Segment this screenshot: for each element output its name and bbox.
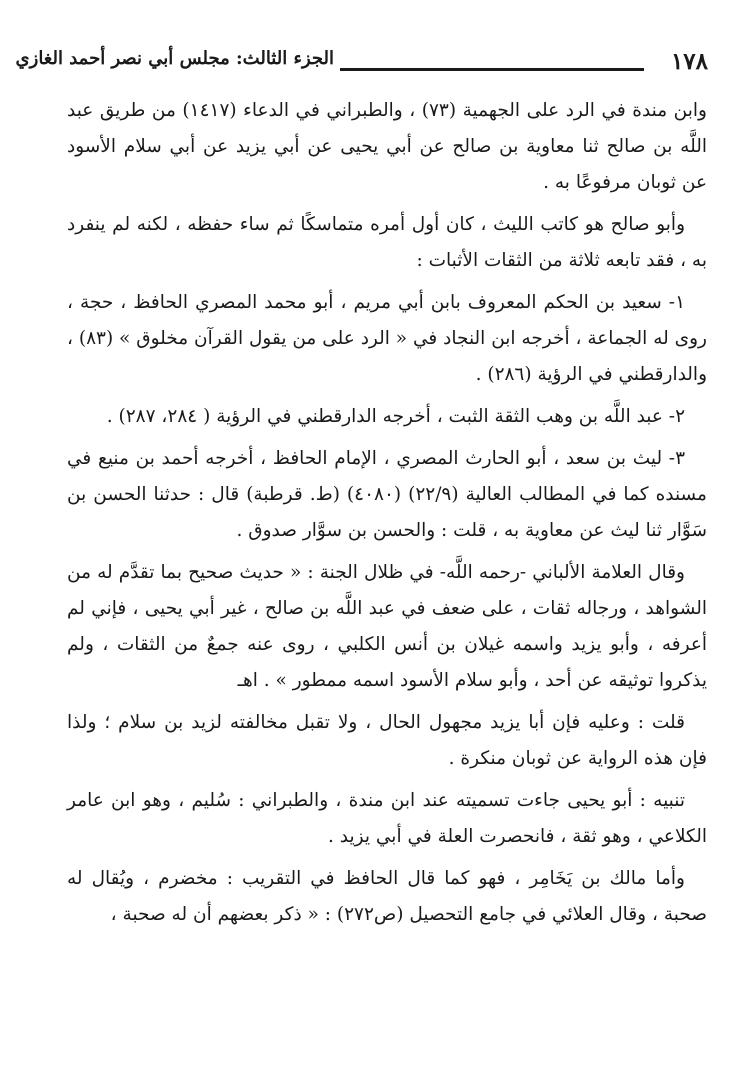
- header-rule: [340, 68, 644, 71]
- paragraph: وأما مالك بن يَخَامِر ، فهو كما قال الحافظ في التقريب : مخضرم ، ويُقال له صحبة ، وقال العلائي في جامع التحصيل (ص٢٧٢) : « ذكر بعضهم أن له صحبة ،: [67, 868, 707, 925]
- running-title: الجزء الثالث: مجلس أبي نصر أحمد الغازي: [15, 48, 334, 69]
- paragraph: وأبو صالح هو كاتب الليث ، كان أول أمره متماسكًا ثم ساء حفظه ، لكنه لم ينفرد به ، فقد تابعه ثلاثة من الثقات الأثبات :: [67, 214, 707, 271]
- paragraph: وابن مندة في الرد على الجهمية (٧٣) ، والطبراني في الدعاء (١٤١٧) من طريق عبد اللَّه بن صالح ثنا معاوية بن صالح عن أبي يحيى عن أبي يزيد عن أبي سلام الأسود عن ثوبان مرفوعًا به .: [67, 100, 707, 193]
- paragraph: قلت : وعليه فإن أبا يزيد مجهول الحال ، ولا تقبل مخالفته لزيد بن سلام ؛ ولذا فإن هذه الرواية عن ثوبان منكرة .: [67, 712, 707, 769]
- body-text: [67, 93, 707, 939]
- paragraph: ١- سعيد بن الحكم المعروف بابن أبي مريم ، أبو محمد المصري الحافظ ، حجة ، روى له الجماعة ، أخرجه ابن النجاد في « الرد على من يقول القرآن مخلوق » (٨٣) ، والدارقطني في الرؤية (٢٨٦) .: [67, 292, 707, 385]
- paragraph: تنبيه : أبو يحيى جاءت تسميته عند ابن مندة ، والطبراني : سُليم ، وهو ابن عامر الكلاعي ، وهو ثقة ، فانحصرت العلة في أبي يزيد .: [67, 790, 707, 847]
- paragraph: ٢- عبد اللَّه بن وهب الثقة الثبت ، أخرجه الدارقطني في الرؤية ( ٢٨٤، ٢٨٧) .: [106, 406, 685, 427]
- paragraph: وقال العلامة الألباني -رحمه اللَّه- في ظلال الجنة : « حديث صحيح بما تقدَّم له من الشواهد ، ورجاله ثقات ، على ضعف في عبد اللَّه بن صالح ، غير أبي يحيى ، فإني لم أعرفه ، وأبو يزيد واسمه غيلان بن أنس الكلبي ، روى عنه جمعٌ من الثقات ، ولم يذكروا توثيقه عن أحد ، وأبو سلام الأسود اسمه ممطور » . اهـ: [67, 562, 707, 691]
- page-header: [15, 44, 708, 78]
- page-number: ١٧٨: [670, 48, 708, 75]
- paragraph: ٣- ليث بن سعد ، أبو الحارث المصري ، الإمام الحافظ ، أخرجه أحمد بن منيع في مسنده كما في المطالب العالية (٢٢/٩) (٤٠٨٠) (ط. قرطبة) قال : حدثنا الحسن بن سَوَّار ثنا ليث عن معاوية به ، قلت : والحسن بن سوَّار صدوق .: [67, 448, 707, 541]
